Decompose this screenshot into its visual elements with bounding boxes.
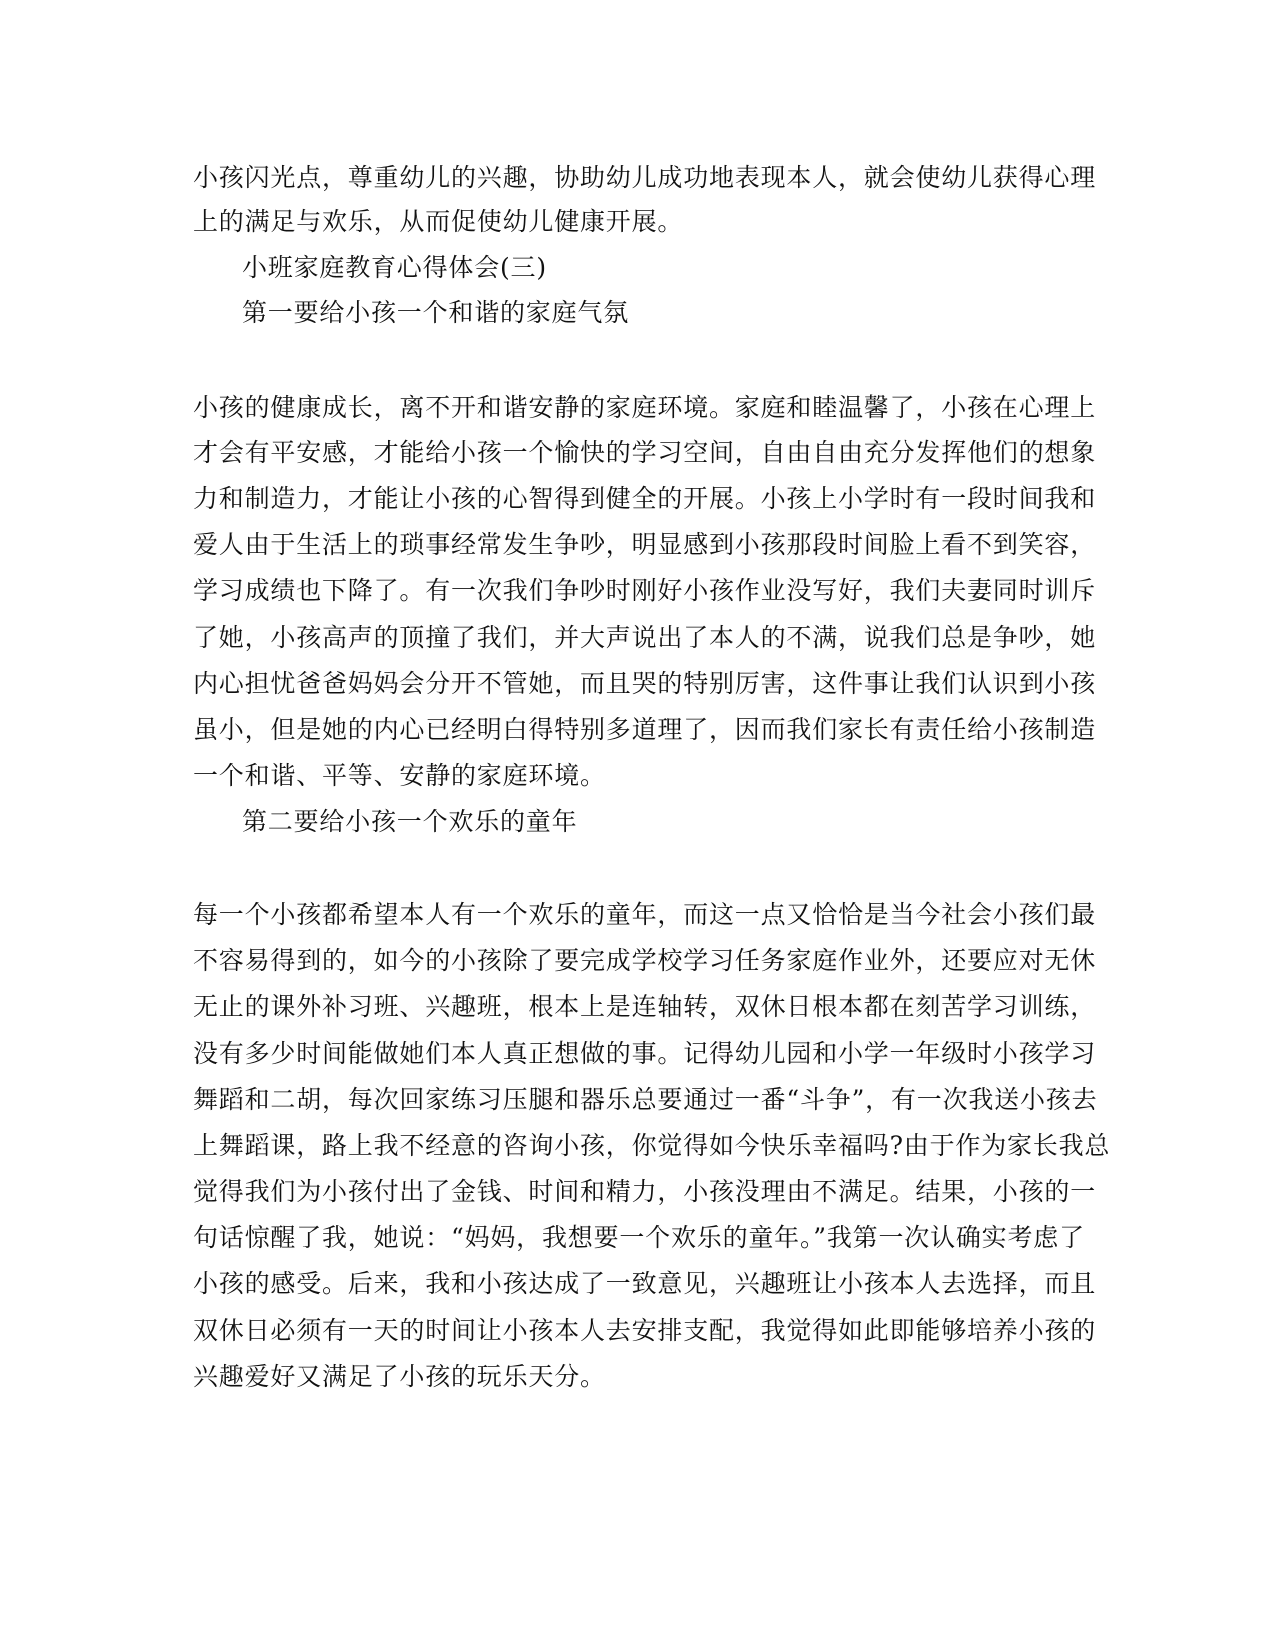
paragraph-line: 无止的课外补习班、兴趣班，根本上是连轴转，双休日根本都在刻苦学习训练， bbox=[193, 992, 1097, 1021]
paragraph-line: 舞蹈和二胡，每次回家练习压腿和器乐总要通过一番“斗争”，有一次我送小孩去 bbox=[193, 1085, 1098, 1114]
section-heading: 第二要给小孩一个欢乐的童年 bbox=[242, 807, 578, 836]
paragraph-line: 小孩的健康成长，离不开和谐安静的家庭环境。家庭和睦温馨了，小孩在心理上 bbox=[193, 393, 1097, 422]
paragraph-line: 兴趣爱好又满足了小孩的玩乐天分。 bbox=[193, 1362, 606, 1391]
paragraph-line: 句话惊醒了我，她说：“妈妈，我想要一个欢乐的童年。”我第一次认确实考虑了 bbox=[193, 1223, 1085, 1252]
paragraph-line: 虽小，但是她的内心已经明白得特别多道理了，因而我们家长有责任给小孩制造 bbox=[193, 715, 1097, 744]
paragraph-line: 不容易得到的，如今的小孩除了要完成学校学习任务家庭作业外，还要应对无休 bbox=[193, 946, 1097, 975]
paragraph-line: 没有多少时间能做她们本人真正想做的事。记得幼儿园和小学一年级时小孩学习 bbox=[193, 1039, 1097, 1068]
paragraph-line: 才会有平安感，才能给小孩一个愉快的学习空间，自由自由充分发挥他们的想象 bbox=[193, 438, 1097, 467]
paragraph-line: 觉得我们为小孩付出了金钱、时间和精力，小孩没理由不满足。结果，小孩的一 bbox=[193, 1177, 1097, 1206]
paragraph-line: 上舞蹈课，路上我不经意的咨询小孩，你觉得如今快乐幸福吗?由于作为家长我总 bbox=[193, 1131, 1111, 1160]
paragraph-line: 内心担忧爸爸妈妈会分开不管她，而且哭的特别厉害，这件事让我们认识到小孩 bbox=[193, 669, 1097, 698]
section-heading: 第一要给小孩一个和谐的家庭气氛 bbox=[242, 298, 630, 327]
paragraph-line: 一个和谐、平等、安静的家庭环境。 bbox=[193, 761, 606, 790]
paragraph-line: 爱人由于生活上的琐事经常发生争吵，明显感到小孩那段时间脸上看不到笑容， bbox=[193, 530, 1097, 559]
paragraph-line: 力和制造力，才能让小孩的心智得到健全的开展。小孩上小学时有一段时间我和 bbox=[193, 484, 1097, 513]
paragraph-line: 学习成绩也下降了。有一次我们争吵时刚好小孩作业没写好，我们夫妻同时训斥 bbox=[193, 576, 1097, 605]
paragraph-line: 小孩闪光点，尊重幼儿的兴趣，协助幼儿成功地表现本人，就会使幼儿获得心理 bbox=[193, 163, 1097, 192]
paragraph-line: 上的满足与欢乐，从而促使幼儿健康开展。 bbox=[193, 207, 684, 236]
paragraph-line: 了她，小孩高声的顶撞了我们，并大声说出了本人的不满，说我们总是争吵，她 bbox=[193, 623, 1097, 652]
section-heading: 小班家庭教育心得体会(三) bbox=[242, 253, 547, 282]
paragraph-line: 小孩的感受。后来，我和小孩达成了一致意见，兴趣班让小孩本人去选择，而且 bbox=[193, 1269, 1097, 1298]
paragraph-line: 双休日必须有一天的时间让小孩本人去安排支配，我觉得如此即能够培养小孩的 bbox=[193, 1316, 1097, 1345]
paragraph-line: 每一个小孩都希望本人有一个欢乐的童年，而这一点又恰恰是当今社会小孩们最 bbox=[193, 900, 1097, 929]
